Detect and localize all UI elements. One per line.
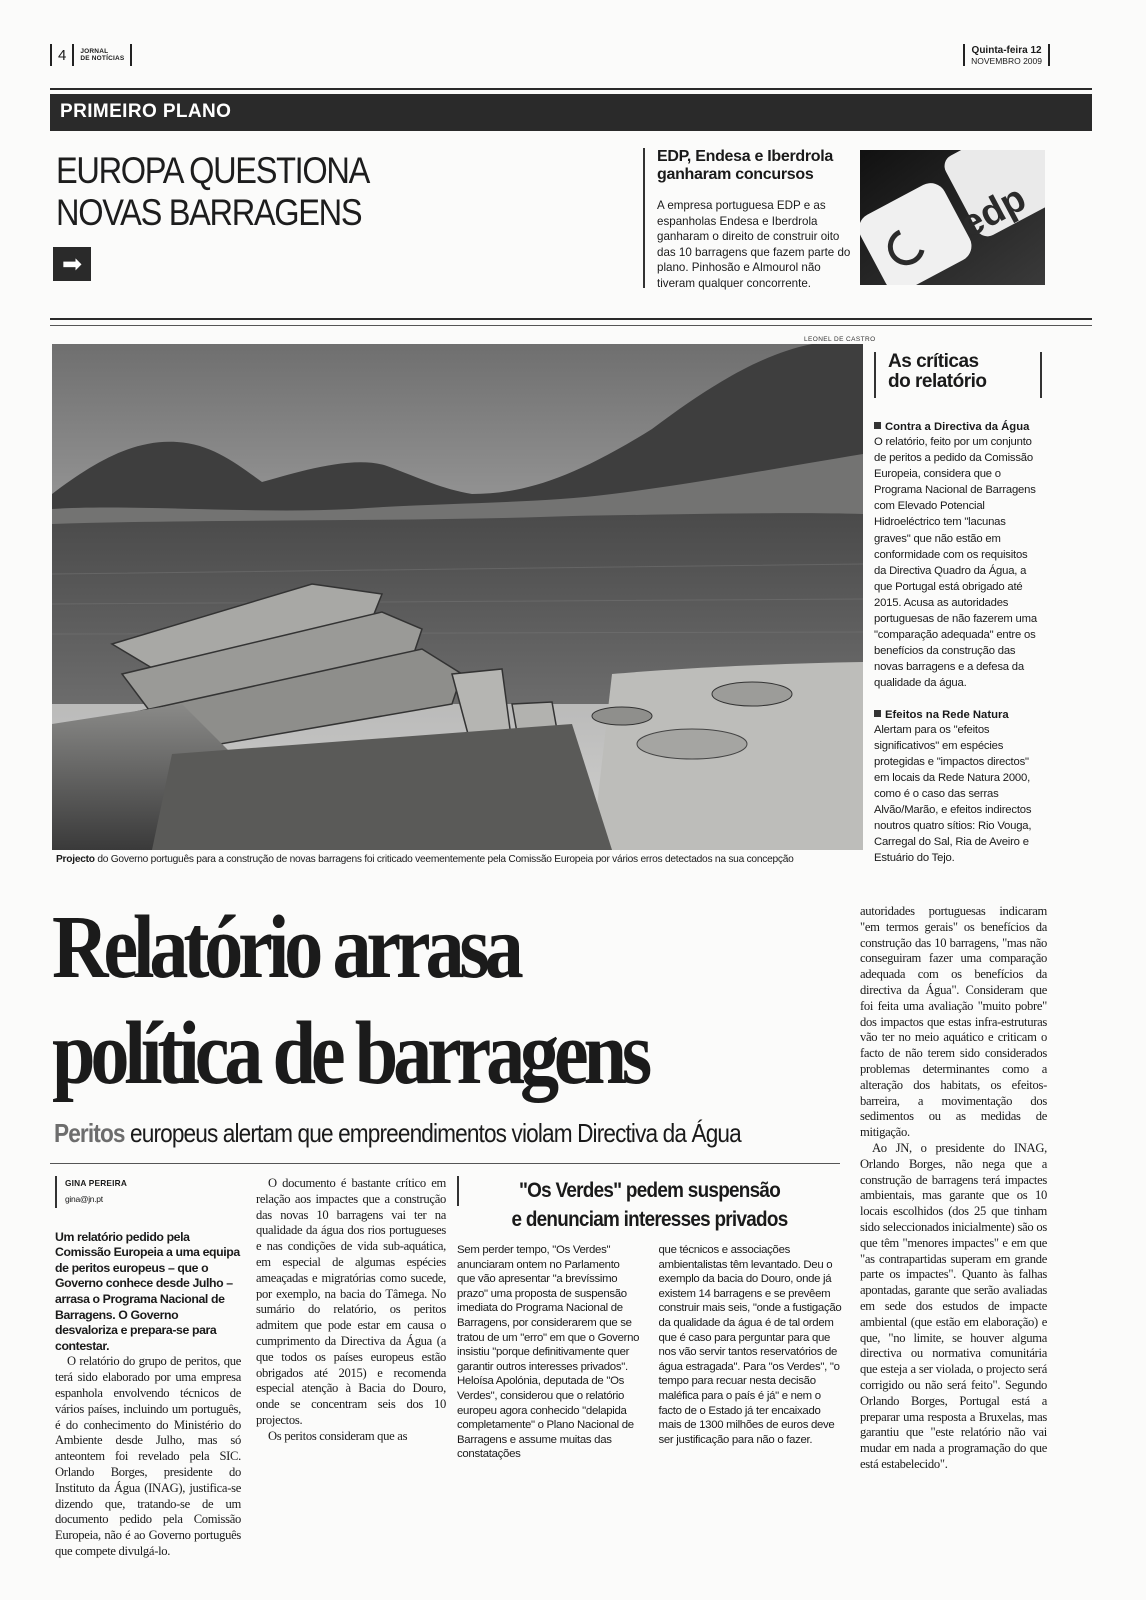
verdes-columns bbox=[457, 1243, 842, 1462]
article-paragraph-4: Ao JN, o presidente do INAG, Orlando Borges, não nega que a construção de barragens terá impactes ambientais, mas garante que os 10 locais escolhidos (dos 25 que tinham sido seleccionados inicialmente) são os que têm "menores impactes" e em que "as contrapartidas superam em grande parte os impactes". Quanto às falhas apontadas, garante que serão avaliadas em sede dos estudos de impacte ambiental (que estão em elaboração) e que, "no limite, se houver alguma directiva ou normativa comunitária que esteja a ser violada, o projecto será corrigido ou não será feito". Segundo Orlando Borges, Portugal está a preparar uma resposta a Bruxelas, mas garantiu que "este relatório não vai mudar em nada a programação do que está estabelecido". bbox=[860, 1140, 1047, 1471]
article-column-1 bbox=[55, 1176, 241, 1560]
date-month: NOVEMBRO 2009 bbox=[971, 55, 1042, 66]
criticas-item1-title bbox=[874, 420, 1042, 434]
section-rule-thin bbox=[50, 325, 1092, 326]
kicker-line2: NOVAS BARRAGENS bbox=[56, 192, 362, 233]
square-bullet-icon bbox=[874, 422, 881, 429]
author-email[interactable]: gina@jn.pt bbox=[65, 1193, 103, 1204]
kicker-title bbox=[56, 150, 443, 234]
kicker-line1: EUROPA QUESTIONA bbox=[56, 150, 369, 191]
criticas-item2-text: Alertam para os "efeitos significativos" em espécies protegidas e "impactos directos" em locais da Rede Natura 2000, como é o caso das serras Alvão/Marão, e efeitos indirectos noutros quatro sítios: Rio Vouga, Carregal do Sal, Ria de Aveiro e Estuário do Tejo. bbox=[874, 723, 1032, 865]
edp-logo-image bbox=[860, 150, 1045, 285]
criticas-title-line1: As críticas bbox=[888, 351, 979, 372]
divider bbox=[50, 44, 52, 66]
caption-bold: Projecto bbox=[56, 854, 95, 865]
subheadline bbox=[54, 1118, 837, 1149]
article-paragraph-2: O documento é bastante crítico em relação aos impactes que a construção das novas 10 barragens vai ter na qualidade da água dos rios portugueses e nas condições de vida sub-aquática, em especial de algumas espécies ameaçadas e migratórias como sucede, por exemplo, na bacia do Tâmega. No sumário do relatório, os peritos admitem que pode estar em causa o cumprimento da Directiva da Água (a que todos os países europeus estão obrigados até 2015) e recomenda especial atenção à Bacia do Douro, onde se concentram seis dos 10 projectos. bbox=[256, 1176, 446, 1427]
square-bullet-icon bbox=[874, 710, 881, 717]
edp-logo-text: edp bbox=[953, 177, 1033, 247]
divider bbox=[130, 44, 132, 66]
photo-caption bbox=[56, 853, 866, 866]
divider bbox=[457, 1176, 459, 1206]
section-bar: PRIMEIRO PLANO bbox=[50, 94, 1092, 131]
page-header-right bbox=[963, 44, 1050, 66]
article-column-4 bbox=[860, 904, 1047, 1473]
edp-logo-icon bbox=[860, 150, 1045, 285]
verdes-title-line1: "Os Verdes" pedem suspensão bbox=[518, 1179, 781, 1202]
article-paragraph-3-start: Os peritos consideram que as bbox=[268, 1428, 408, 1443]
criticas-title bbox=[874, 352, 1042, 398]
sidebox bbox=[643, 148, 853, 288]
reservoir-photo bbox=[52, 344, 863, 850]
article-paragraph-3-cont: autoridades portuguesas indicaram "em termos gerais" os benefícios da construção das 10 barragens, "mas não conseguiram fazer uma comparação adequada com os benefícios da directiva da Água". Consideram que foi feita uma avaliação "muito pobre" dos impactos que estas infra-estruturas vão ter no meio aquático e criticam o facto de não terem sido considerados problemas determinantes como a alteração dos habitats, os efeitos-barreira, a movimentação dos sedimentos ou as medidas de mitigação. bbox=[860, 904, 1047, 1140]
main-headline bbox=[52, 895, 852, 1107]
landscape-image bbox=[52, 344, 863, 850]
publication-line2: DE NOTÍCIAS bbox=[80, 55, 125, 62]
criticas-item2-title bbox=[874, 708, 1042, 722]
publication-name bbox=[80, 48, 124, 62]
page-header-left bbox=[50, 44, 132, 66]
subhead-bold: Peritos bbox=[54, 1118, 125, 1148]
article-column-2 bbox=[256, 1176, 446, 1445]
photo-credit: LEONEL DE CASTRO bbox=[804, 336, 876, 343]
headline-line1: Relatório arrasa bbox=[52, 898, 519, 997]
arrow-right-icon[interactable]: ➡ bbox=[53, 247, 91, 281]
subhead-rule bbox=[50, 1163, 840, 1164]
issue-date bbox=[971, 45, 1042, 66]
verdes-title-line2: e denunciam interesses privados bbox=[511, 1208, 788, 1231]
caption-text: do Governo português para a construção de novas barragens foi criticado veementemente pela Comissão Europeia por vários erros detectados na sua concepção bbox=[94, 854, 794, 865]
verdes-col-2: que técnicos e associações ambientalistas têm levantado. Deu o exemplo da bacia do Douro, onde já existem 14 barragens e se prevêem construir mais seis, "onde a fustigação da qualidade da água é de tal ordem que é caso para perguntar para que nos vão servir tantos reservatórios de água estragada". Para "os Verdes", "o tempo para recuar nesta decisão maléfica para o país é já" e nem o facto de o Estado já ter encaixado mais de 1300 milhões de euros deve ser justificação para não o fazer. bbox=[658, 1244, 842, 1446]
byline bbox=[55, 1176, 241, 1208]
subhead-text: europeus alertam que empreendimentos violam Directiva da Água bbox=[124, 1118, 741, 1148]
verdes-title bbox=[476, 1176, 823, 1234]
criticas-item2-title-text: Efeitos na Rede Natura bbox=[885, 708, 1009, 721]
author-name: GINA PEREIRA bbox=[65, 1178, 128, 1188]
divider bbox=[963, 44, 965, 66]
criticas-title-line2: do relatório bbox=[888, 371, 987, 392]
criticas-item1-title-text: Contra a Directiva da Água bbox=[885, 421, 1030, 433]
verdes-col-1: Sem perder tempo, "Os Verdes" anunciaram ontem no Parlamento que vão apresentar "a brevíssimo prazo" uma proposta de suspensão imediata do Programa Nacional de Barragens, por considerarem que se tratou de um "erro" em que o Governo insistiu "porque definitivamente quer garantir outros interesses privados". Heloísa Apolónia, deputada de "Os Verdes", considerou que o relatório europeu agora conhecido "delapida completamente" o Plano Nacional de Barragens e assume muitas das constatações bbox=[457, 1244, 640, 1461]
headline-line2: política de barragens bbox=[52, 1004, 648, 1103]
divider bbox=[72, 44, 74, 66]
verdes-box bbox=[457, 1176, 842, 1462]
header-rule bbox=[50, 88, 1092, 90]
criticas-sidebar bbox=[874, 352, 1042, 866]
article-paragraph-1: O relatório do grupo de peritos, que terá sido elaborado por uma empresa espanhola envolvendo técnicos de vários países, incluindo um português, é do conhecimento do Ministério do Ambiente desde Julho, mas só anteontem foi revelado pela SIC. Orlando Borges, presidente do Instituto da Água (INAG), justifica-se dizendo que, tratando-se de um documento pedido pela Comissão Europeia, não é ao Governo português que compete divulgá-lo. bbox=[55, 1354, 241, 1558]
divider bbox=[1048, 44, 1050, 66]
page-number: 4 bbox=[58, 46, 67, 64]
section-rule bbox=[50, 318, 1092, 320]
article-lead: Um relatório pedido pela Comissão Europeia a uma equipa de peritos europeus – que o Governo conhece desde Julho – arrasa o Programa Nacional de Barragens. O Governo desvaloriza e prepara-se para contestar. bbox=[55, 1229, 240, 1353]
publication-line1: JORNAL bbox=[80, 48, 109, 55]
date-day: Quinta-feira 12 bbox=[971, 44, 1042, 56]
sidebox-title: EDP, Endesa e Iberdrola ganharam concursos bbox=[657, 148, 833, 183]
sidebox-text: A empresa portuguesa EDP e as espanholas Endesa e Iberdrola ganharam o direito de construir oito das 10 barragens que fazem parte do plano. Pinhosão e Almourol não tiveram qualquer concorrente. bbox=[657, 199, 851, 290]
criticas-item1-text: O relatório, feito por um conjunto de peritos a pedido da Comissão Europeia, considera que o Programa Nacional de Barragens com Elevado Potencial Hidroeléctrico tem "lacunas graves" que não estão em conformidade com os requisitos da Directiva Quadro da Água, a que Portugal está obrigado até 2015. Acusa as autoridades portuguesas de não fazerem uma "comparação adequada" entre os benefícios da construção das novas barragens e a defesa da qualidade da água. bbox=[874, 436, 1037, 690]
